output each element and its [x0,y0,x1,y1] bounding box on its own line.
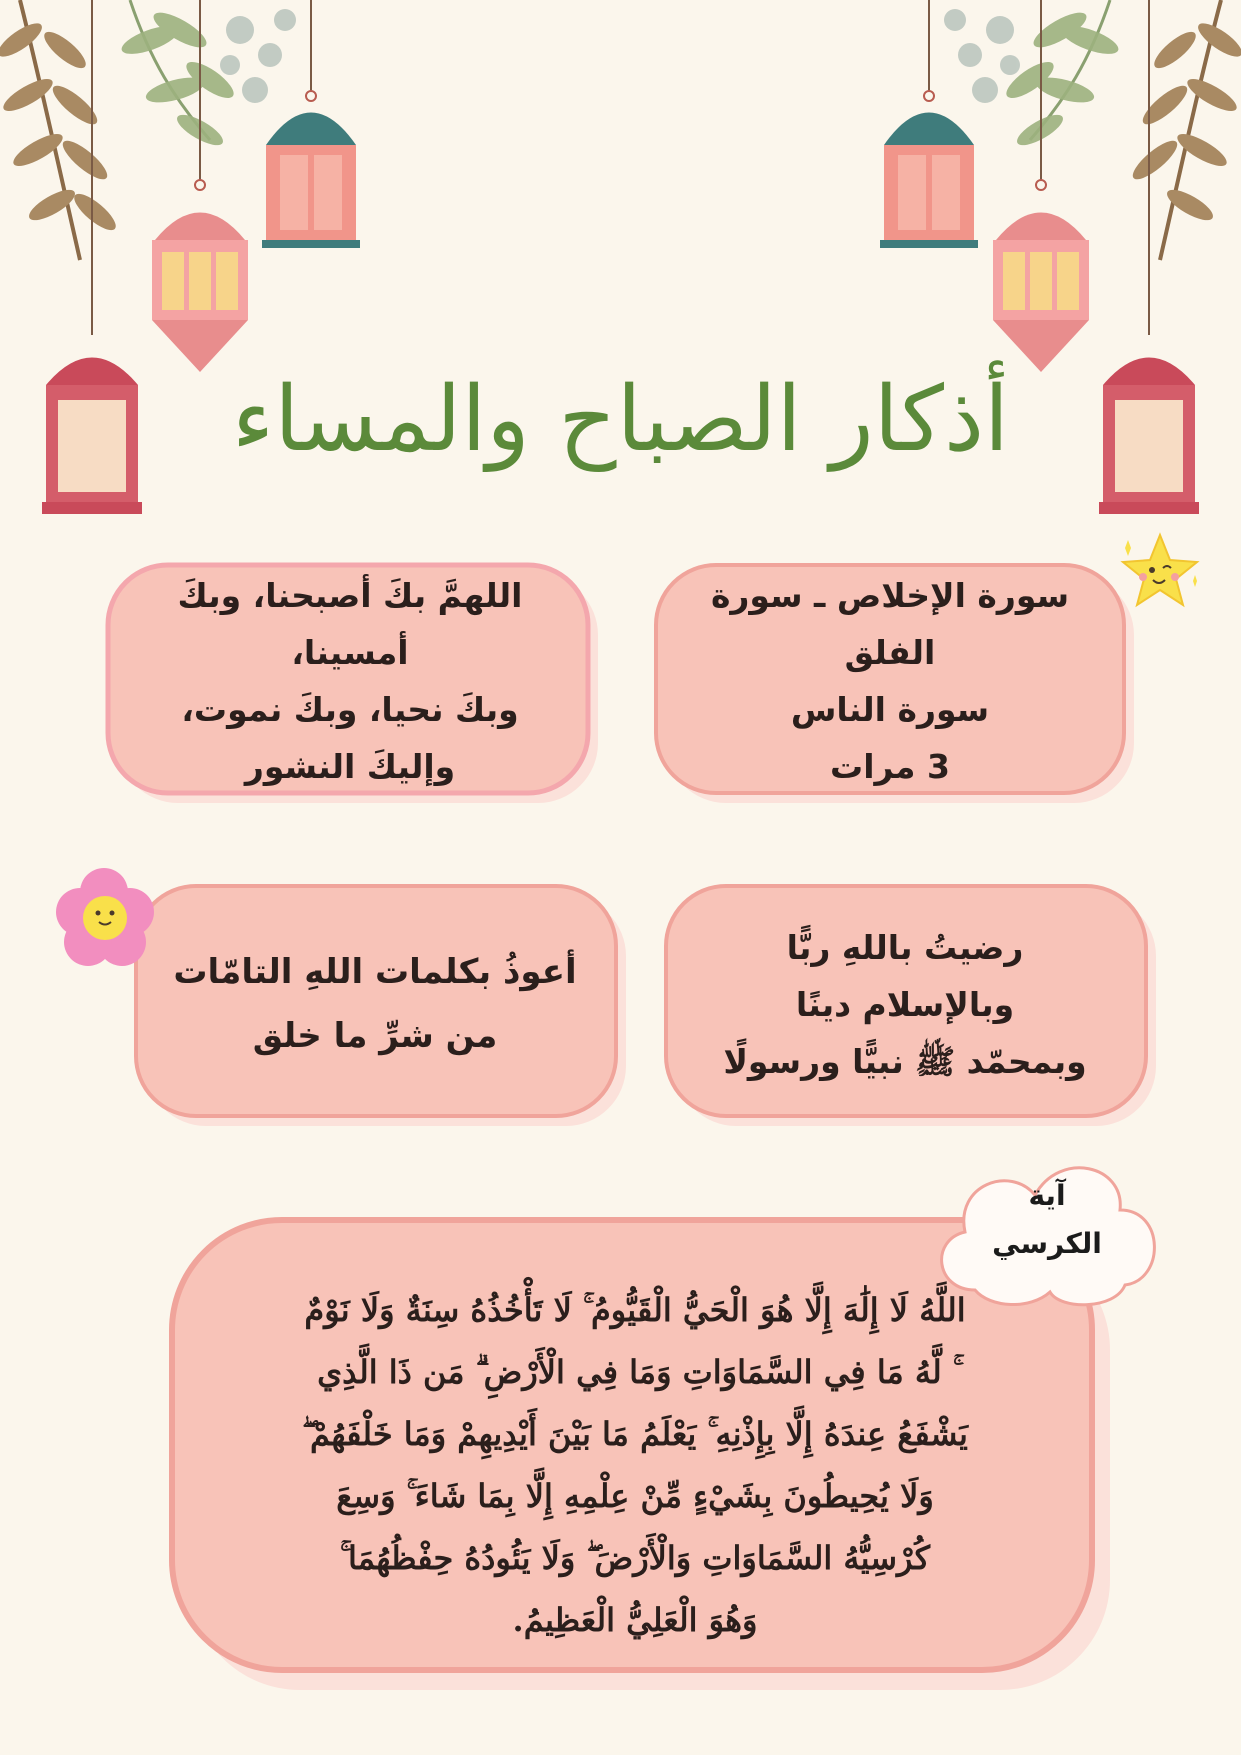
lantern-red-left-illustration [42,0,142,514]
card-line: رضيتُ باللهِ ربًّا [786,927,1024,967]
verse-line: وَلَا يُحِيطُونَ بِشَيْءٍ مِّنْ عِلْمِهِ إِلَّا بِمَا شَاءَ ۚ وَسِعَ [336,1477,934,1515]
lantern-teal-right-illustration [880,0,978,248]
card-line: وإليكَ النشور [244,747,456,786]
lantern-red-right-illustration [1099,0,1199,514]
card-ayat-kursi [220,1265,1050,1665]
card-line: اللهمَّ بكَ أصبحنا، وبكَ أمسينا، [177,576,523,672]
verse-line: يَشْفَعُ عِندَهُ إِلَّا بِإِذْنِهِ ۚ يَعْلَمُ مَا بَيْنَ أَيْدِيهِمْ وَمَا خَلْفَهُمْ ۖ [302,1415,968,1453]
ayat-kursi-label [972,1172,1122,1272]
card-line: وبكَ نحيا، وبكَ نموت، [181,690,519,729]
verse-line: وَهُوَ الْعَلِيُّ الْعَظِيمُ. [512,1601,758,1639]
card-radeetu [670,893,1140,1115]
card-line: وبمحمّد ﷺ نبيًّا ورسولًا [723,1041,1087,1081]
leaves-left-illustration [0,0,296,260]
card-line: أعوذُ بكلمات اللهِ التامّات [173,952,577,992]
verse-line: ۚ لَّهُ مَا فِي السَّمَاوَاتِ وَمَا فِي الْأَرْضِ ۗ مَن ذَا الَّذِي [317,1353,953,1391]
verse-line: اللَّهُ لَا إِلَٰهَ إِلَّا هُوَ الْحَيُّ الْقَيُّومُ ۚ لَا تَأْخُذُهُ سِنَةٌ وَلَا نَوْمٌ [304,1291,966,1329]
card-line: وبالإسلام دينًا [795,984,1015,1024]
leaves-right-illustration [944,0,1241,260]
label-line: آية [1028,1179,1066,1212]
card-surahs [660,572,1120,790]
card-allahumma [115,572,585,790]
lantern-teal-left-illustration [262,0,360,248]
star-sticker-icon [1123,535,1197,605]
card-line: سورة الناس [790,690,990,729]
verse-line: كُرْسِيُّهُ السَّمَاوَاتِ وَالْأَرْضَ ۖ وَلَا يَئُودُهُ حِفْظُهُمَا ۚ [340,1539,930,1577]
card-aoudhu [140,893,610,1115]
card-line: 3 مرات [830,747,950,786]
label-line: الكرسي [992,1227,1102,1260]
card-line: سورة الإخلاص ـ سورة الفلق [710,576,1070,672]
card-line: من شرِّ ما خلق [252,1016,498,1056]
page-title: أذكار الصباح والمساء [231,367,1010,472]
